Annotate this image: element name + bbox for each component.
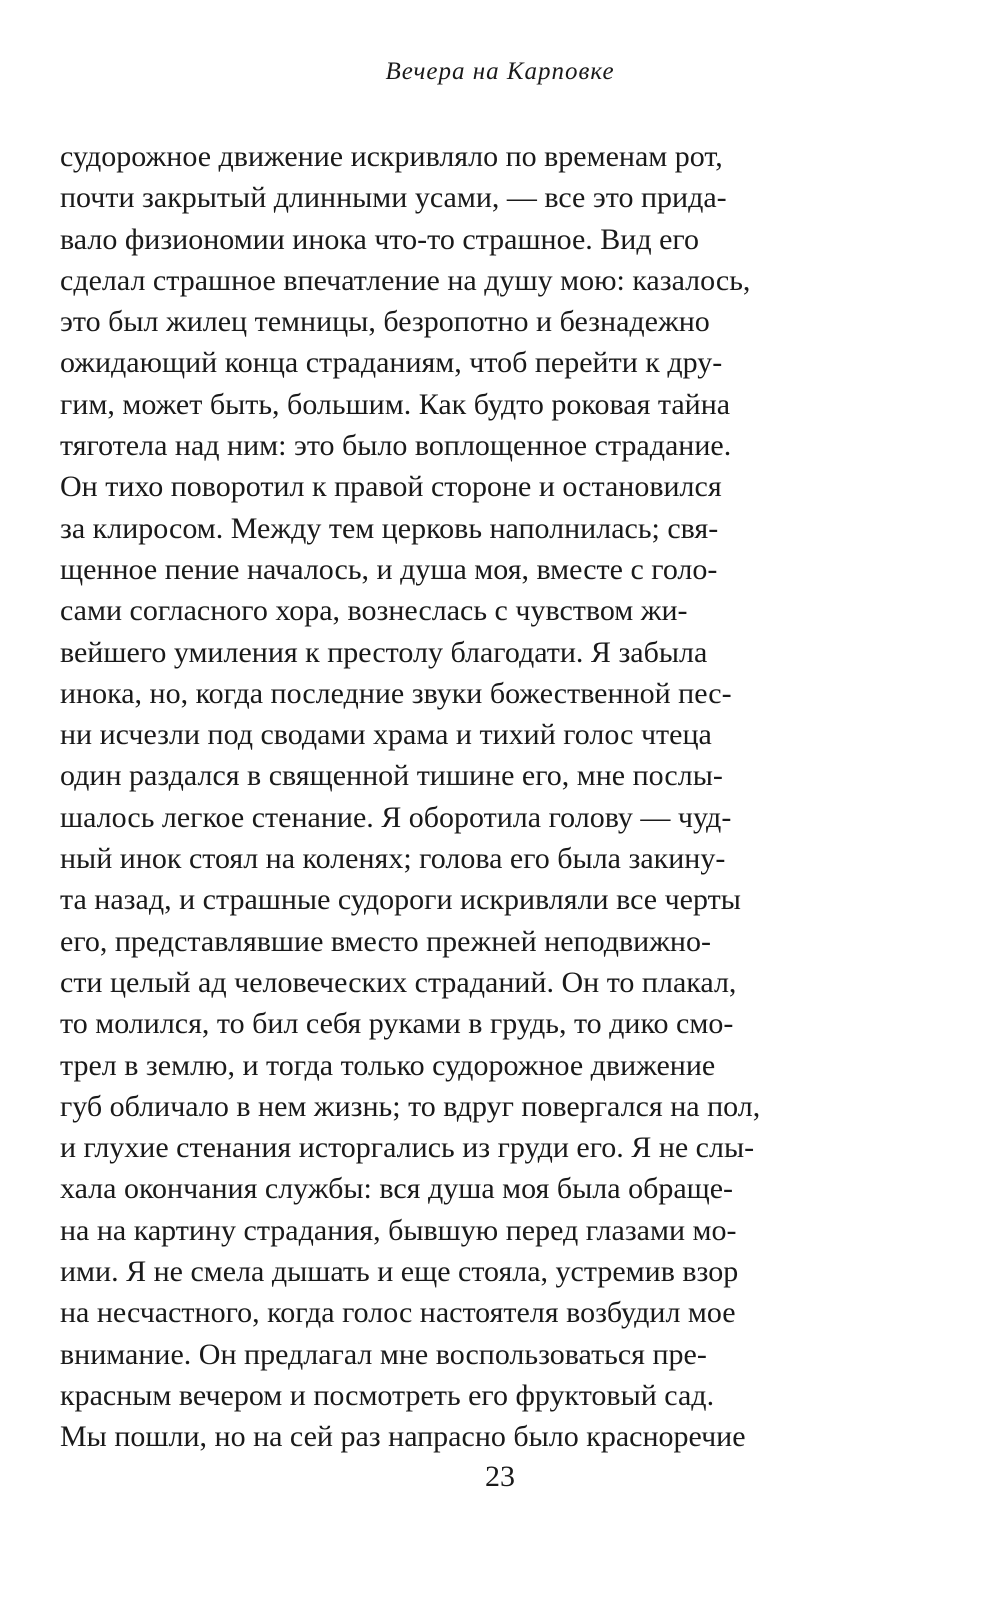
text-line: ими. Я не смела дышать и еще стояла, устремив взор	[60, 1255, 739, 1289]
text-line: почти закрытый длинными усами, — все это прида-	[60, 181, 727, 215]
body-text	[60, 136, 860, 1458]
text-line: шалось легкое стенание. Я оборотила голову — чуд-	[60, 800, 732, 834]
text-line: хала окончания службы: вся душа моя была обраще-	[60, 1172, 734, 1206]
text-line: Он тихо поворотил к правой стороне и остановился	[60, 470, 722, 504]
text-line: гим, может быть, большим. Как будто роковая тайна	[60, 387, 731, 421]
text-line: тяготела над ним: это было воплощенное страдание.	[60, 429, 732, 463]
text-line: его, представлявшие вместо прежней неподвижно-	[60, 924, 711, 958]
text-line: сами согласного хора, вознеслась с чувством жи-	[60, 594, 688, 628]
text-line: вейшего умиления к престолу благодати. Я забыла	[60, 635, 708, 669]
text-line: и глухие стенания исторгались из груди его. Я не слы-	[60, 1131, 755, 1165]
text-line: красным вечером и посмотреть его фруктовый сад.	[60, 1378, 715, 1412]
text-line: инока, но, когда последние звуки божественной пес-	[60, 676, 732, 710]
text-line: губ обличало в нем жизнь; то вдруг повергался на пол,	[60, 1089, 761, 1123]
text-line: то молился, то бил себя руками в грудь, то дико смо-	[60, 1007, 734, 1041]
text-line: на на картину страдания, бывшую перед глазами мо-	[60, 1213, 737, 1247]
text-line: сти целый ад человеческих страданий. Он то плакал,	[60, 965, 737, 999]
text-line: вало физиономии инока что-то страшное. Вид его	[60, 222, 699, 256]
text-line: ный инок стоял на коленях; голова его была закину-	[60, 842, 726, 876]
text-line: на несчастного, когда голос настоятеля возбудил мое	[60, 1296, 736, 1330]
text-line: внимание. Он предлагал мне воспользоваться пре-	[60, 1337, 707, 1371]
text-line: сделал страшное впечатление на душу мою: казалось,	[60, 263, 751, 297]
text-line: за клиросом. Между тем церковь наполнилась; свя-	[60, 511, 719, 545]
text-line: один раздался в священной тишине его, мне послы-	[60, 759, 723, 793]
text-line: это был жилец темницы, безропотно и безнадежно	[60, 305, 710, 339]
text-line: щенное пение началось, и душа моя, вместе с голо-	[60, 552, 718, 586]
text-line: судорожное движение искривляло по временам рот,	[60, 140, 723, 173]
page-number: 23	[485, 1460, 515, 1493]
text-line: ни исчезли под сводами храма и тихий голос чтеца	[60, 718, 712, 752]
text-line: ожидающий конца страданиям, чтоб перейти к дру-	[60, 346, 723, 380]
text-line: Мы пошли, но на сей раз напрасно было красноречие	[60, 1420, 746, 1454]
text-line: та назад, и страшные судороги искривляли все черты	[60, 883, 741, 917]
running-title: Вечера на Карповке	[385, 58, 615, 85]
text-line: трел в землю, и тогда только судорожное движение	[60, 1048, 716, 1082]
